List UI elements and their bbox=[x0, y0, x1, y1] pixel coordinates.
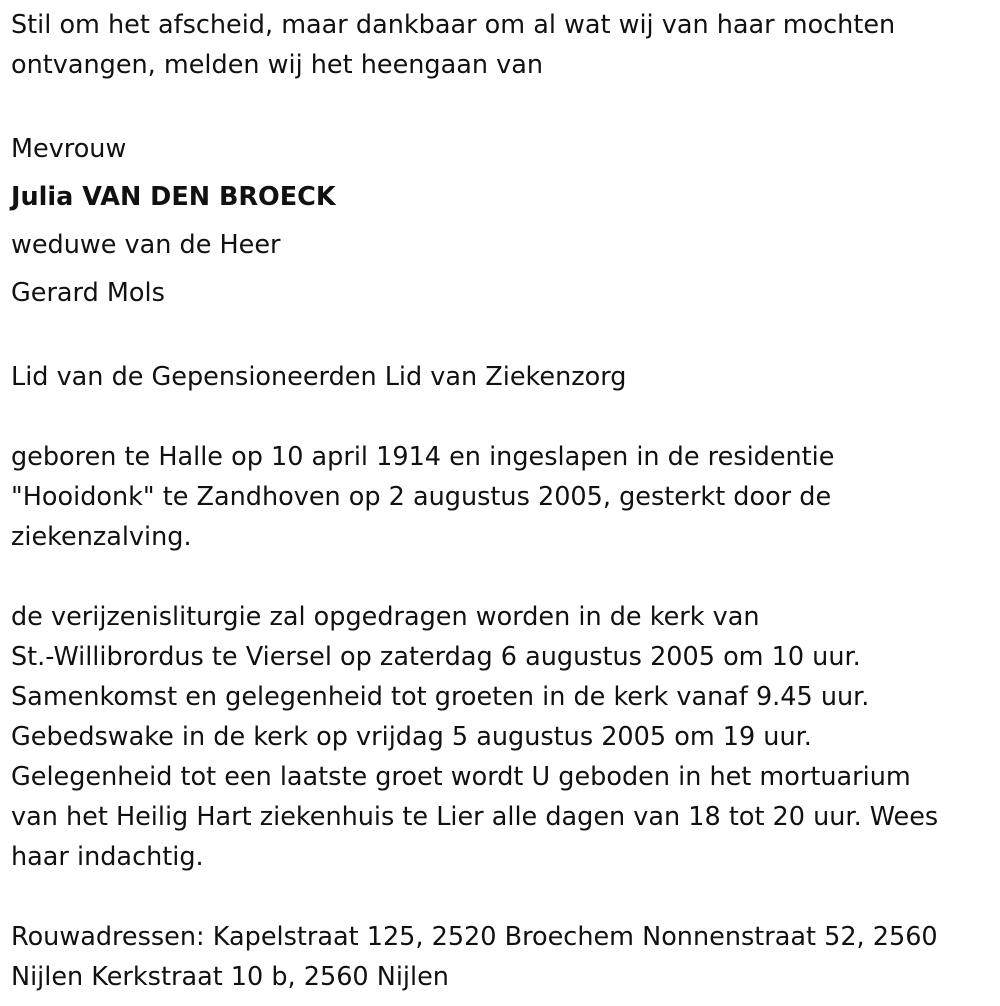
spacer bbox=[11, 877, 986, 917]
honorific: Mevrouw bbox=[11, 134, 127, 164]
intro-line-1: Stil om het afscheid, maar dankbaar om al wat wij van haar mochten bbox=[11, 10, 896, 40]
service-line-2: St.-Willibrordus te Viersel op zaterdag 6 augustus 2005 om 10 uur. bbox=[11, 642, 861, 672]
birth-death-line-2: "Hooidonk" te Zandhoven op 2 augustus 2005, gesterkt door de bbox=[11, 482, 832, 512]
widow-of: weduwe van de Heer bbox=[11, 230, 281, 260]
service-line-3: Samenkomst en gelegenheid tot groeten in de kerk vanaf 9.45 uur. bbox=[11, 682, 870, 712]
birth-death-line-3: ziekenzalving. bbox=[11, 522, 192, 552]
address-line-2: Nijlen Kerkstraat 10 b, 2560 Nijlen bbox=[11, 962, 449, 992]
address-line-1: Rouwadressen: Kapelstraat 125, 2520 Broechem Nonnenstraat 52, 2560 bbox=[11, 922, 938, 952]
service-line-4: Gebedswake in de kerk op vrijdag 5 augustus 2005 om 19 uur. bbox=[11, 722, 812, 752]
memberships: Lid van de Gepensioneerden Lid van Ziekenzorg bbox=[11, 362, 627, 392]
service-line-6: van het Heilig Hart ziekenhuis te Lier alle dagen van 18 tot 20 uur. Wees bbox=[11, 802, 939, 832]
spacer bbox=[11, 557, 986, 597]
spouse-name: Gerard Mols bbox=[11, 278, 165, 308]
death-notice bbox=[11, 5, 986, 997]
spacer bbox=[11, 317, 986, 357]
deceased-name: Julia VAN DEN BROECK bbox=[11, 182, 336, 212]
intro-line-2: ontvangen, melden wij het heengaan van bbox=[11, 50, 544, 80]
service-line-1: de verijzenisliturgie zal opgedragen worden in de kerk van bbox=[11, 602, 760, 632]
service-line-5: Gelegenheid tot een laatste groet wordt U geboden in het mortuarium bbox=[11, 762, 911, 792]
birth-death-line-1: geboren te Halle op 10 april 1914 en ingeslapen in de residentie bbox=[11, 442, 835, 472]
service-line-7: haar indachtig. bbox=[11, 842, 204, 872]
spacer bbox=[11, 85, 986, 125]
spacer bbox=[11, 397, 986, 437]
